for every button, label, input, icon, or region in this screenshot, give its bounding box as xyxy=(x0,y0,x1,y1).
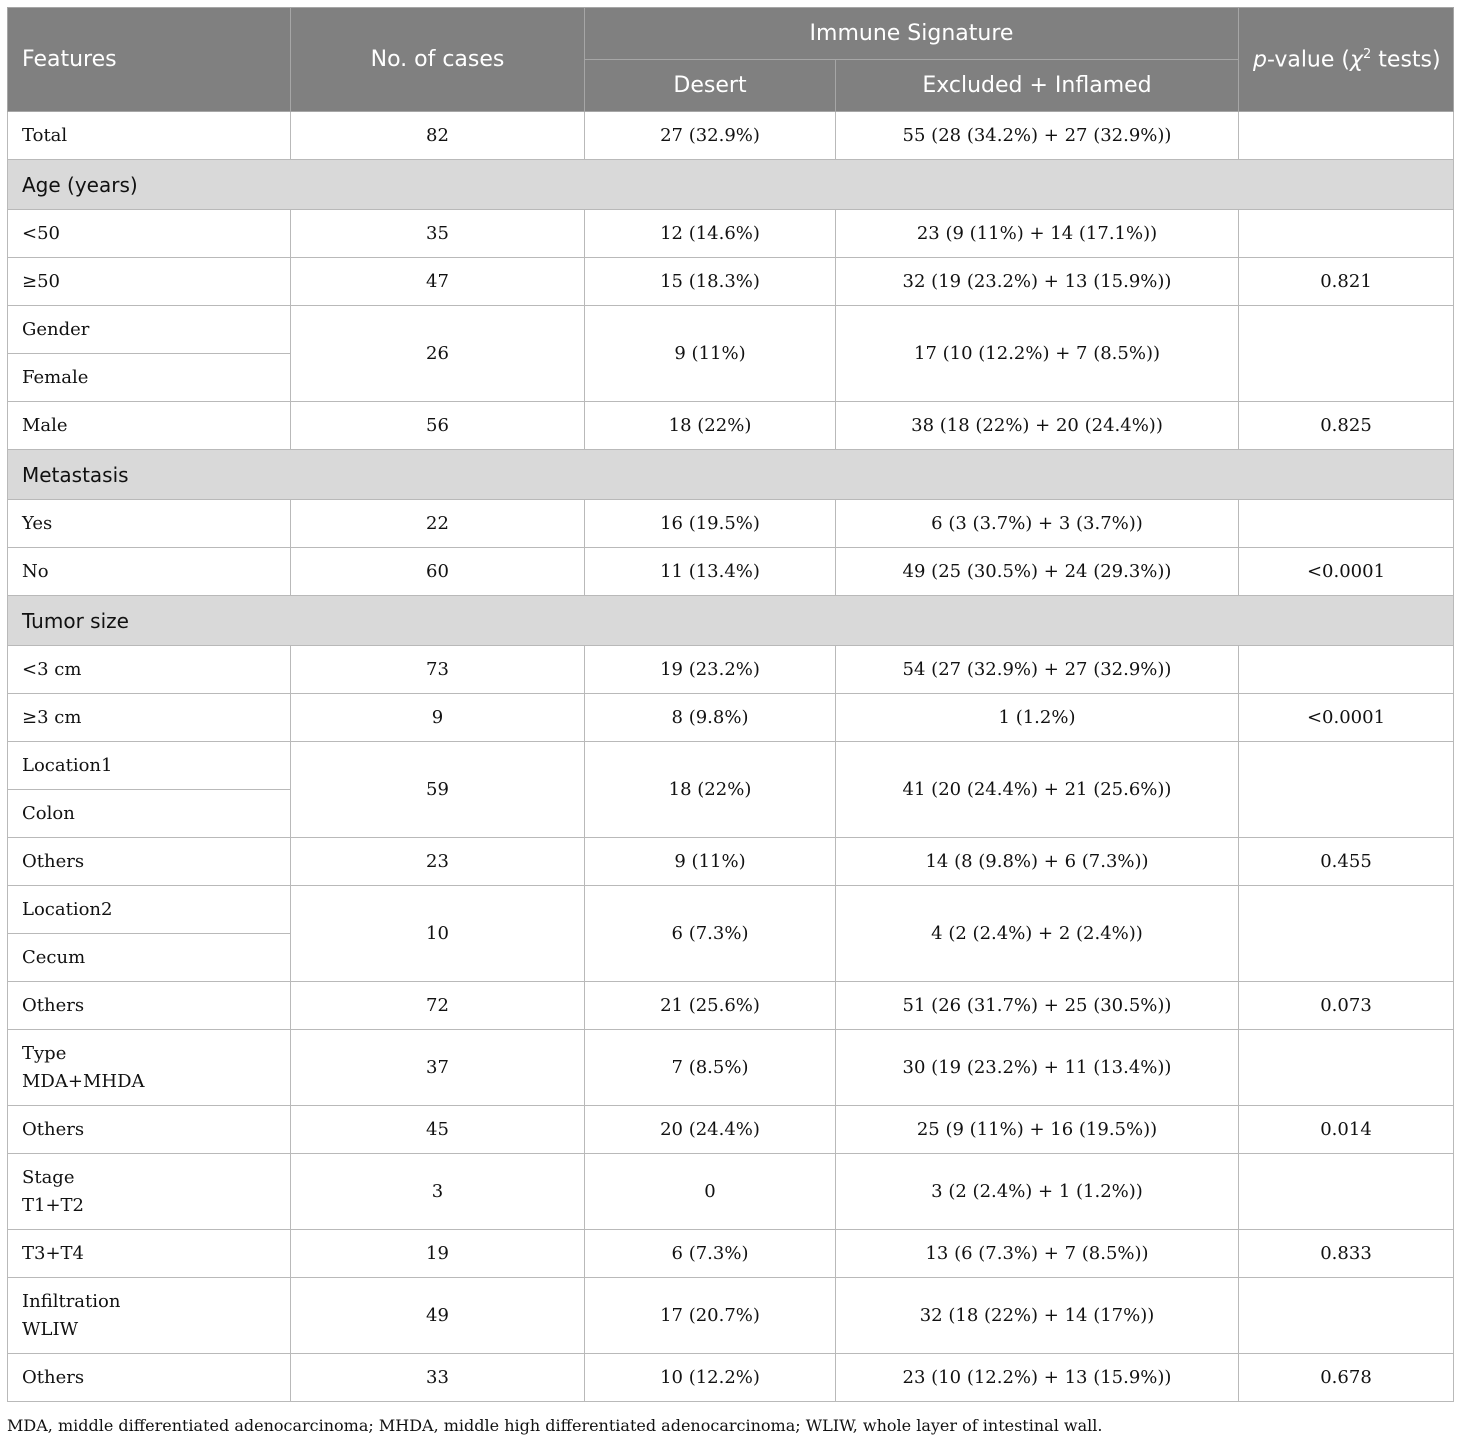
cell-desert: 7 (8.5%) xyxy=(585,1030,836,1106)
cell-excluded-inflamed: 14 (8 (9.8%) + 6 (7.3%)) xyxy=(836,838,1239,886)
pvalue-chi: χ xyxy=(1349,47,1364,73)
cell-desert: 10 (12.2%) xyxy=(585,1354,836,1402)
cell-cases: 60 xyxy=(291,548,585,596)
cell-cases: 9 xyxy=(291,694,585,742)
cell-desert: 20 (24.4%) xyxy=(585,1106,836,1154)
cell-cases: 3 xyxy=(291,1154,585,1230)
cell-excluded-inflamed: 54 (27 (32.9%) + 27 (32.9%)) xyxy=(836,646,1239,694)
table-row-type xyxy=(8,1030,1454,1106)
header-row-1 xyxy=(8,8,1454,60)
cell-excluded-inflamed: 13 (6 (7.3%) + 7 (8.5%)) xyxy=(836,1230,1239,1278)
cell-excluded-inflamed: 1 (1.2%) xyxy=(836,694,1239,742)
cell-feature: Female xyxy=(8,354,291,402)
cell-cases: 35 xyxy=(291,210,585,258)
cell-feature-value: T1+T2 xyxy=(22,1194,84,1216)
cell-cases: 45 xyxy=(291,1106,585,1154)
cell-pvalue xyxy=(1239,210,1454,258)
cell-feature: Colon xyxy=(8,790,291,838)
cell-feature: No xyxy=(8,548,291,596)
table-row-age-ge50 xyxy=(8,258,1454,306)
cell-feature: Others xyxy=(8,982,291,1030)
cell-feature-value: WLIW xyxy=(22,1318,79,1340)
section-row-age xyxy=(8,160,1454,210)
cell-excluded-inflamed: 3 (2 (2.4%) + 1 (1.2%)) xyxy=(836,1154,1239,1230)
cell-desert: 8 (9.8%) xyxy=(585,694,836,742)
header-desert: Desert xyxy=(585,60,836,112)
cell-cases: 37 xyxy=(291,1030,585,1106)
header-pvalue xyxy=(1239,8,1454,112)
cell-desert: 11 (13.4%) xyxy=(585,548,836,596)
cell-excluded-inflamed: 23 (10 (12.2%) + 13 (15.9%)) xyxy=(836,1354,1239,1402)
cell-excluded-inflamed: 41 (20 (24.4%) + 21 (25.6%)) xyxy=(836,742,1239,838)
cell-group-label: Stage xyxy=(22,1166,75,1188)
cell-feature: Male xyxy=(8,402,291,450)
immune-signature-table xyxy=(7,7,1454,1402)
cell-feature: T3+T4 xyxy=(8,1230,291,1278)
cell-excluded-inflamed: 4 (2 (2.4%) + 2 (2.4%)) xyxy=(836,886,1239,982)
cell-feature: Yes xyxy=(8,500,291,548)
cell-pvalue: <0.0001 xyxy=(1239,694,1454,742)
cell-desert: 21 (25.6%) xyxy=(585,982,836,1030)
table-footnote: MDA, middle differentiated adenocarcinoma; MHDA, middle high differentiated adenocarcinoma; WLIW, whole layer of intestinal wall. xyxy=(7,1416,1103,1435)
cell-excluded-inflamed: 25 (9 (11%) + 16 (19.5%)) xyxy=(836,1106,1239,1154)
table-row-loc1-others xyxy=(8,838,1454,886)
cell-feature xyxy=(8,1154,291,1230)
table-row-location1-label xyxy=(8,742,1454,790)
cell-desert: 9 (11%) xyxy=(585,838,836,886)
cell-pvalue: 0.014 xyxy=(1239,1106,1454,1154)
cell-feature: Others xyxy=(8,838,291,886)
cell-pvalue: <0.0001 xyxy=(1239,548,1454,596)
table-row-stage-t3t4 xyxy=(8,1230,1454,1278)
table-row-gender-label xyxy=(8,306,1454,354)
section-label: Tumor size xyxy=(8,596,1454,646)
cell-excluded-inflamed: 32 (19 (23.2%) + 13 (15.9%)) xyxy=(836,258,1239,306)
table-row-type-others xyxy=(8,1106,1454,1154)
cell-group-label: Infiltration xyxy=(22,1290,121,1312)
cell-excluded-inflamed: 32 (18 (22%) + 14 (17%)) xyxy=(836,1278,1239,1354)
cell-cases: 10 xyxy=(291,886,585,982)
pvalue-tail: tests) xyxy=(1371,47,1441,73)
cell-desert: 18 (22%) xyxy=(585,402,836,450)
cell-desert: 19 (23.2%) xyxy=(585,646,836,694)
table-row-total xyxy=(8,112,1454,160)
table-row-inf-others xyxy=(8,1354,1454,1402)
cell-group-label: Location2 xyxy=(8,886,291,934)
cell-excluded-inflamed: 30 (19 (23.2%) + 11 (13.4%)) xyxy=(836,1030,1239,1106)
cell-feature: <3 cm xyxy=(8,646,291,694)
cell-excluded-inflamed: 49 (25 (30.5%) + 24 (29.3%)) xyxy=(836,548,1239,596)
cell-cases: 49 xyxy=(291,1278,585,1354)
cell-group-label: Location1 xyxy=(8,742,291,790)
cell-feature: <50 xyxy=(8,210,291,258)
cell-excluded-inflamed: 6 (3 (3.7%) + 3 (3.7%)) xyxy=(836,500,1239,548)
cell-cases: 73 xyxy=(291,646,585,694)
cell-pvalue xyxy=(1239,1278,1454,1354)
table-row-tumor-lt3 xyxy=(8,646,1454,694)
cell-pvalue xyxy=(1239,646,1454,694)
pvalue-sup: 2 xyxy=(1363,46,1372,62)
cell-pvalue xyxy=(1239,500,1454,548)
table-row-met-no xyxy=(8,548,1454,596)
cell-desert: 9 (11%) xyxy=(585,306,836,402)
cell-feature: Others xyxy=(8,1354,291,1402)
pvalue-mid: -value ( xyxy=(1266,47,1350,73)
cell-cases: 47 xyxy=(291,258,585,306)
cell-pvalue: 0.821 xyxy=(1239,258,1454,306)
cell-pvalue xyxy=(1239,1030,1454,1106)
cell-desert: 27 (32.9%) xyxy=(585,112,836,160)
cell-cases: 33 xyxy=(291,1354,585,1402)
cell-feature: Others xyxy=(8,1106,291,1154)
table-row-male xyxy=(8,402,1454,450)
section-label: Metastasis xyxy=(8,450,1454,500)
cell-pvalue: 0.833 xyxy=(1239,1230,1454,1278)
cell-cases: 19 xyxy=(291,1230,585,1278)
cell-pvalue xyxy=(1239,112,1454,160)
header-features: Features xyxy=(8,8,291,112)
cell-excluded-inflamed: 17 (10 (12.2%) + 7 (8.5%)) xyxy=(836,306,1239,402)
header-excluded-inflamed: Excluded + Inflamed xyxy=(836,60,1239,112)
cell-feature: ≥50 xyxy=(8,258,291,306)
cell-pvalue xyxy=(1239,742,1454,838)
cell-desert: 17 (20.7%) xyxy=(585,1278,836,1354)
cell-cases: 59 xyxy=(291,742,585,838)
cell-cases: 82 xyxy=(291,112,585,160)
cell-excluded-inflamed: 55 (28 (34.2%) + 27 (32.9%)) xyxy=(836,112,1239,160)
table-row-infiltration xyxy=(8,1278,1454,1354)
cell-pvalue: 0.073 xyxy=(1239,982,1454,1030)
cell-desert: 18 (22%) xyxy=(585,742,836,838)
cell-desert: 6 (7.3%) xyxy=(585,886,836,982)
cell-excluded-inflamed: 38 (18 (22%) + 20 (24.4%)) xyxy=(836,402,1239,450)
cell-pvalue: 0.825 xyxy=(1239,402,1454,450)
cell-cases: 22 xyxy=(291,500,585,548)
cell-cases: 72 xyxy=(291,982,585,1030)
table-row-age-lt50 xyxy=(8,210,1454,258)
table-row-tumor-ge3 xyxy=(8,694,1454,742)
cell-desert: 15 (18.3%) xyxy=(585,258,836,306)
cell-cases: 26 xyxy=(291,306,585,402)
cell-feature: Cecum xyxy=(8,934,291,982)
cell-group-label: Gender xyxy=(8,306,291,354)
table-row-stage xyxy=(8,1154,1454,1230)
header-cases: No. of cases xyxy=(291,8,585,112)
section-label: Age (years) xyxy=(8,160,1454,210)
table-row-loc2-others xyxy=(8,982,1454,1030)
cell-desert: 12 (14.6%) xyxy=(585,210,836,258)
cell-cases: 56 xyxy=(291,402,585,450)
cell-desert: 0 xyxy=(585,1154,836,1230)
cell-cases: 23 xyxy=(291,838,585,886)
section-row-metastasis xyxy=(8,450,1454,500)
cell-feature: Total xyxy=(8,112,291,160)
cell-feature-value: MDA+MHDA xyxy=(22,1070,145,1092)
cell-pvalue: 0.678 xyxy=(1239,1354,1454,1402)
cell-pvalue: 0.455 xyxy=(1239,838,1454,886)
cell-pvalue xyxy=(1239,1154,1454,1230)
cell-feature xyxy=(8,1030,291,1106)
cell-desert: 16 (19.5%) xyxy=(585,500,836,548)
cell-group-label: Type xyxy=(22,1042,67,1064)
table-row-met-yes xyxy=(8,500,1454,548)
table-row-location2-label xyxy=(8,886,1454,934)
cell-feature xyxy=(8,1278,291,1354)
cell-pvalue xyxy=(1239,306,1454,402)
pvalue-p: p xyxy=(1253,47,1267,73)
section-row-tumor-size xyxy=(8,596,1454,646)
cell-excluded-inflamed: 51 (26 (31.7%) + 25 (30.5%)) xyxy=(836,982,1239,1030)
cell-excluded-inflamed: 23 (9 (11%) + 14 (17.1%)) xyxy=(836,210,1239,258)
header-immune-signature: Immune Signature xyxy=(585,8,1239,60)
cell-feature: ≥3 cm xyxy=(8,694,291,742)
cell-desert: 6 (7.3%) xyxy=(585,1230,836,1278)
cell-pvalue xyxy=(1239,886,1454,982)
